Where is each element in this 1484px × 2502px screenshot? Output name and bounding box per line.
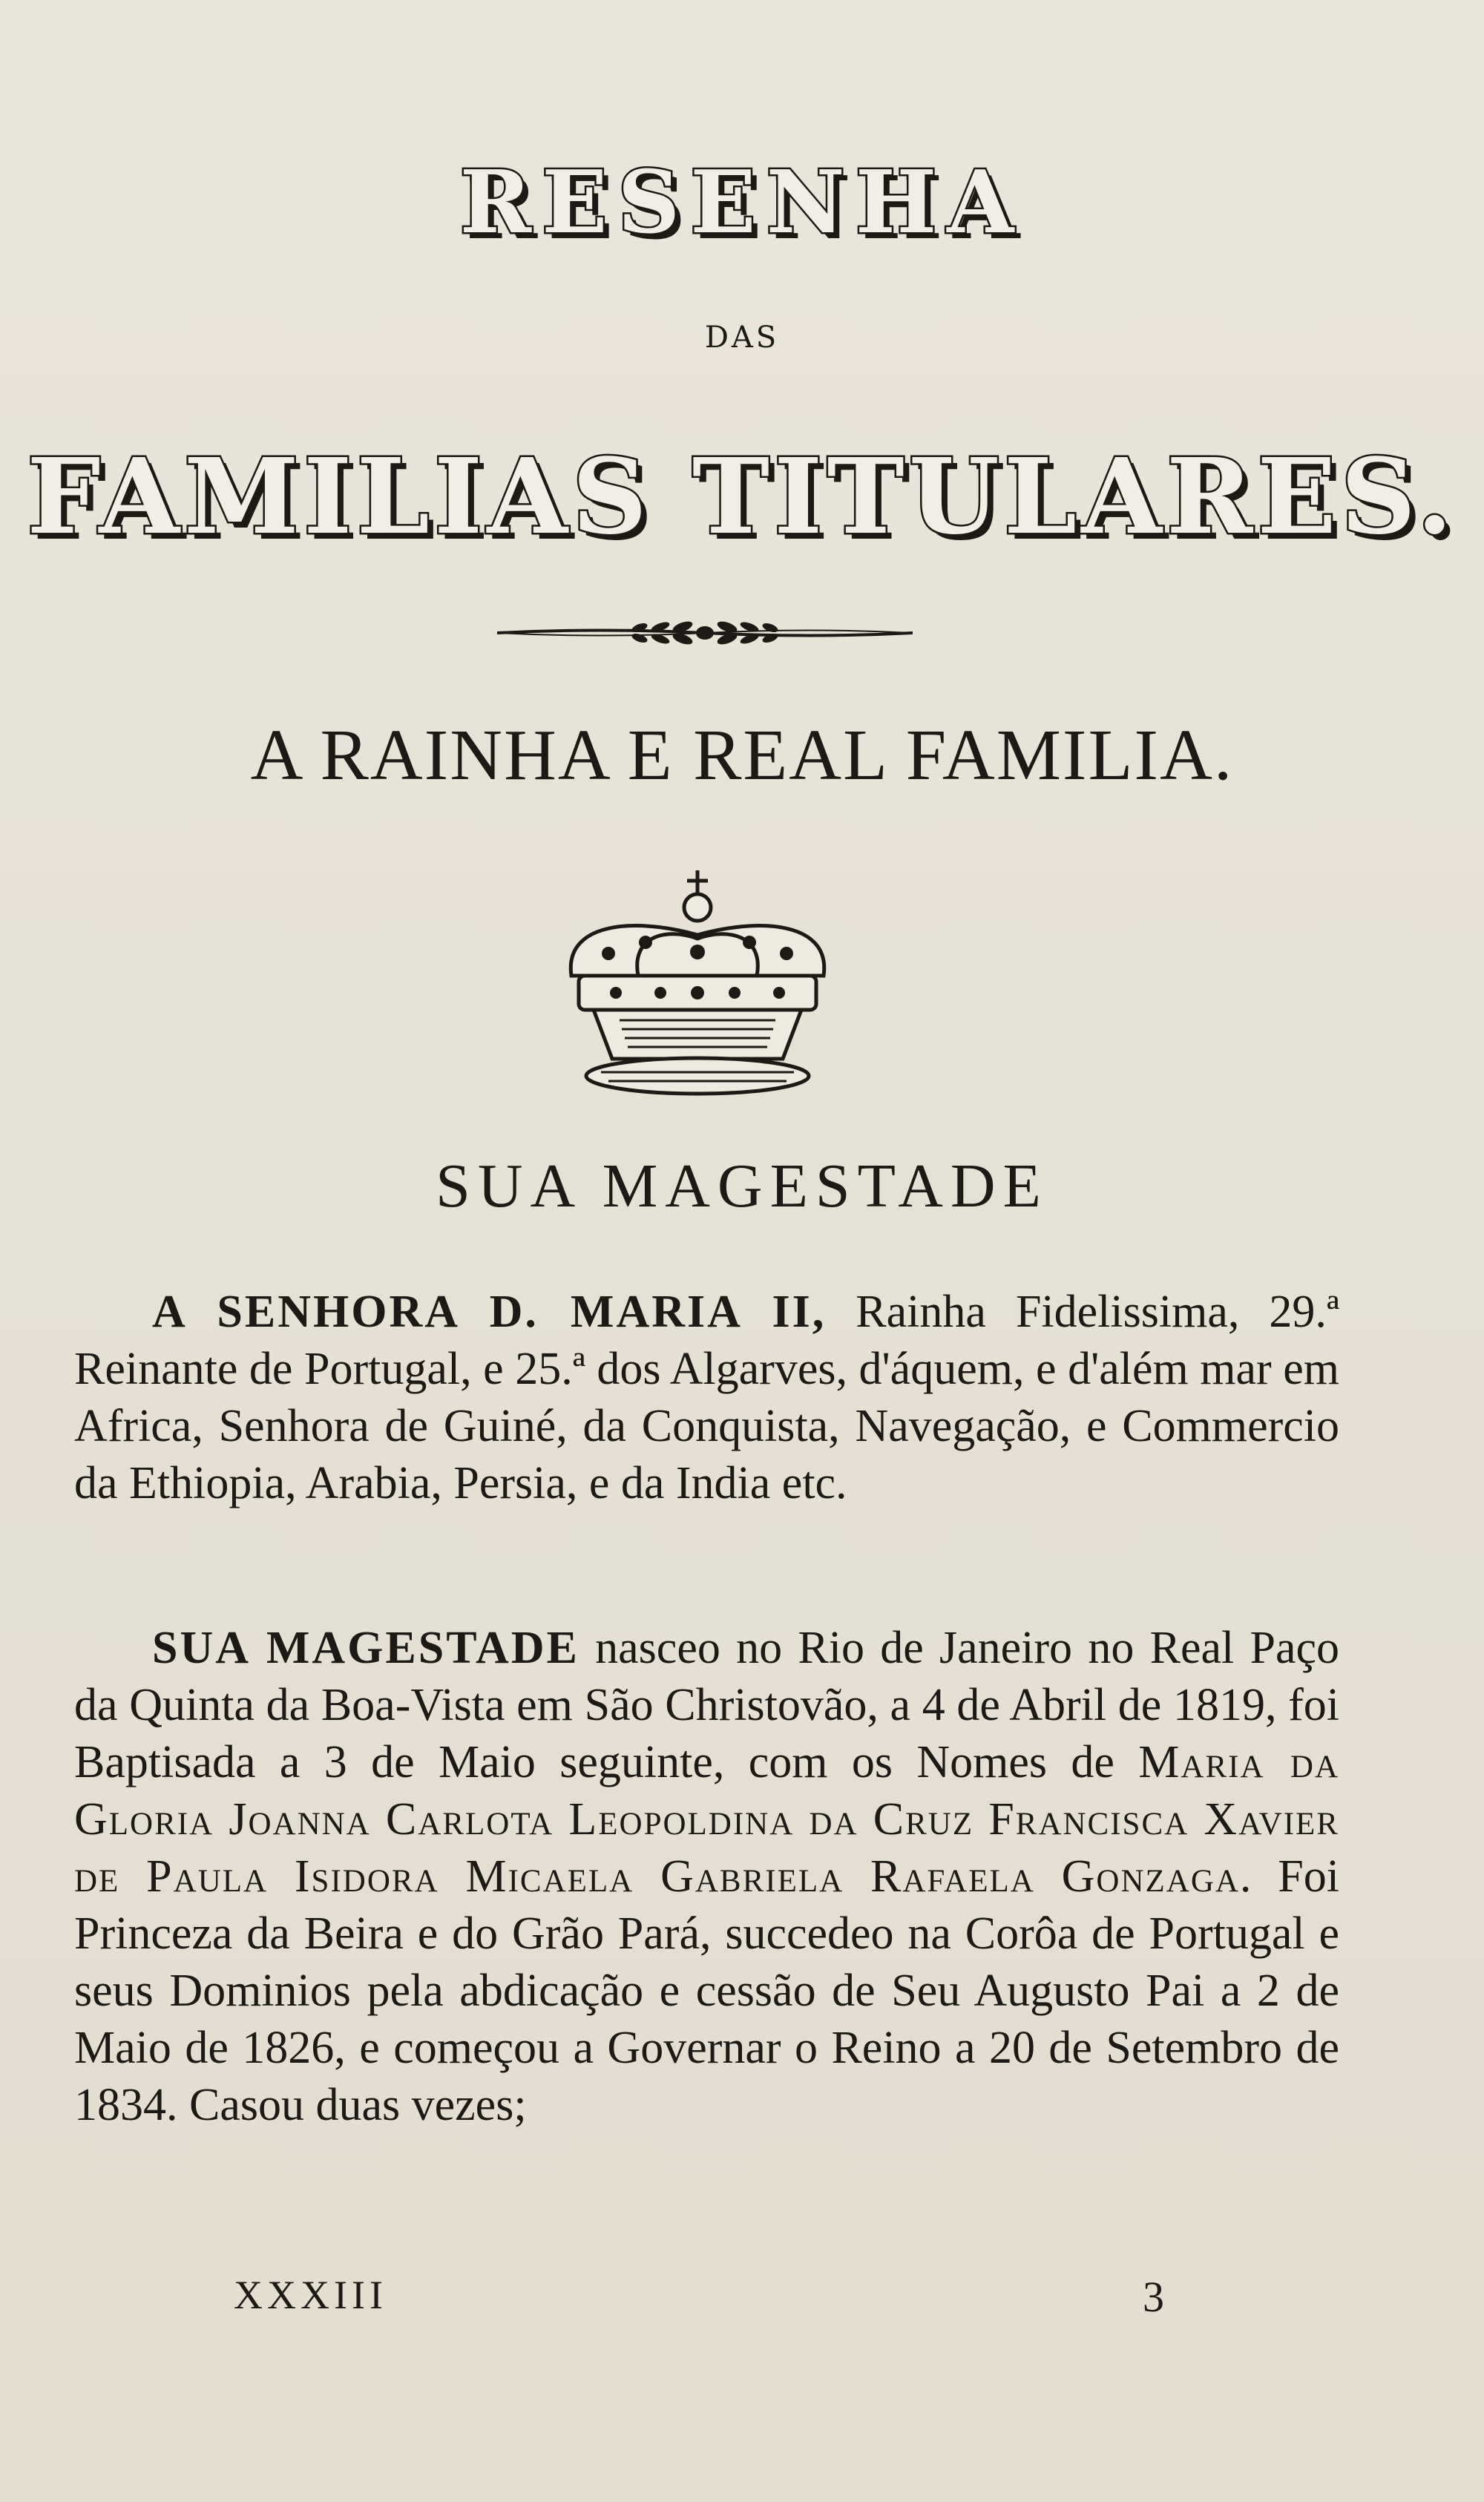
title-das: DAS <box>704 321 780 355</box>
paragraph-lead: SUA MAGESTADE <box>152 1623 580 1673</box>
paragraph-lead: A SENHORA D. MARIA II, <box>152 1287 827 1337</box>
paragraph-title-styles <box>74 1284 1339 1512</box>
paragraph-biography <box>74 1620 1339 2134</box>
subheading: SUA MAGESTADE <box>436 1152 1048 1221</box>
section-heading: A RAINHA E REAL FAMILIA. <box>250 715 1234 795</box>
paragraph-text: nasceo no Rio de Janeiro no Real Paço da Quinta da Boa-Vista em São Christovão, a 4 de Abril de 1819, foi Baptisada a 3 de Maio seguinte, com os Nomes de <box>74 1623 1339 1787</box>
page-number: 3 <box>1143 2273 1164 2321</box>
paragraph-text: Foi Princeza da Beira e do Grão Pará, succedeo na Corôa de Portugal e seus Dominios pela abdicação e cessão de Seu Augusto Pai a 2 de Maio de 1826, e começou a Governar o Reino a 20 de Setembro de 1834. Casou duas vezes; <box>74 1851 1339 2130</box>
title-resenha: RESENHA <box>459 152 1025 253</box>
title-familias-titulares: FAMILIAS TITULARES. <box>27 436 1457 558</box>
crown-icon <box>549 864 846 1102</box>
ornamental-rule-icon <box>497 608 913 657</box>
baptismal-names: Maria da Gloria Joanna Carlota Leopoldina da Cruz Francisca Xavier de Paula Isidora Micaela Gabriela Rafaela Gonzaga. <box>74 1737 1339 1902</box>
signature-mark: XXXIII <box>234 2273 387 2317</box>
paragraph-text: Rainha Fidelissima, 29.ª Reinante de Portugal, e 25.ª dos Algarves, d'áquem, e d'além mar em Africa, Senhora de Guiné, da Conquista, Navegação, e Commercio da Ethiopia, Arabia, Persia, e da India etc. <box>74 1287 1339 1508</box>
